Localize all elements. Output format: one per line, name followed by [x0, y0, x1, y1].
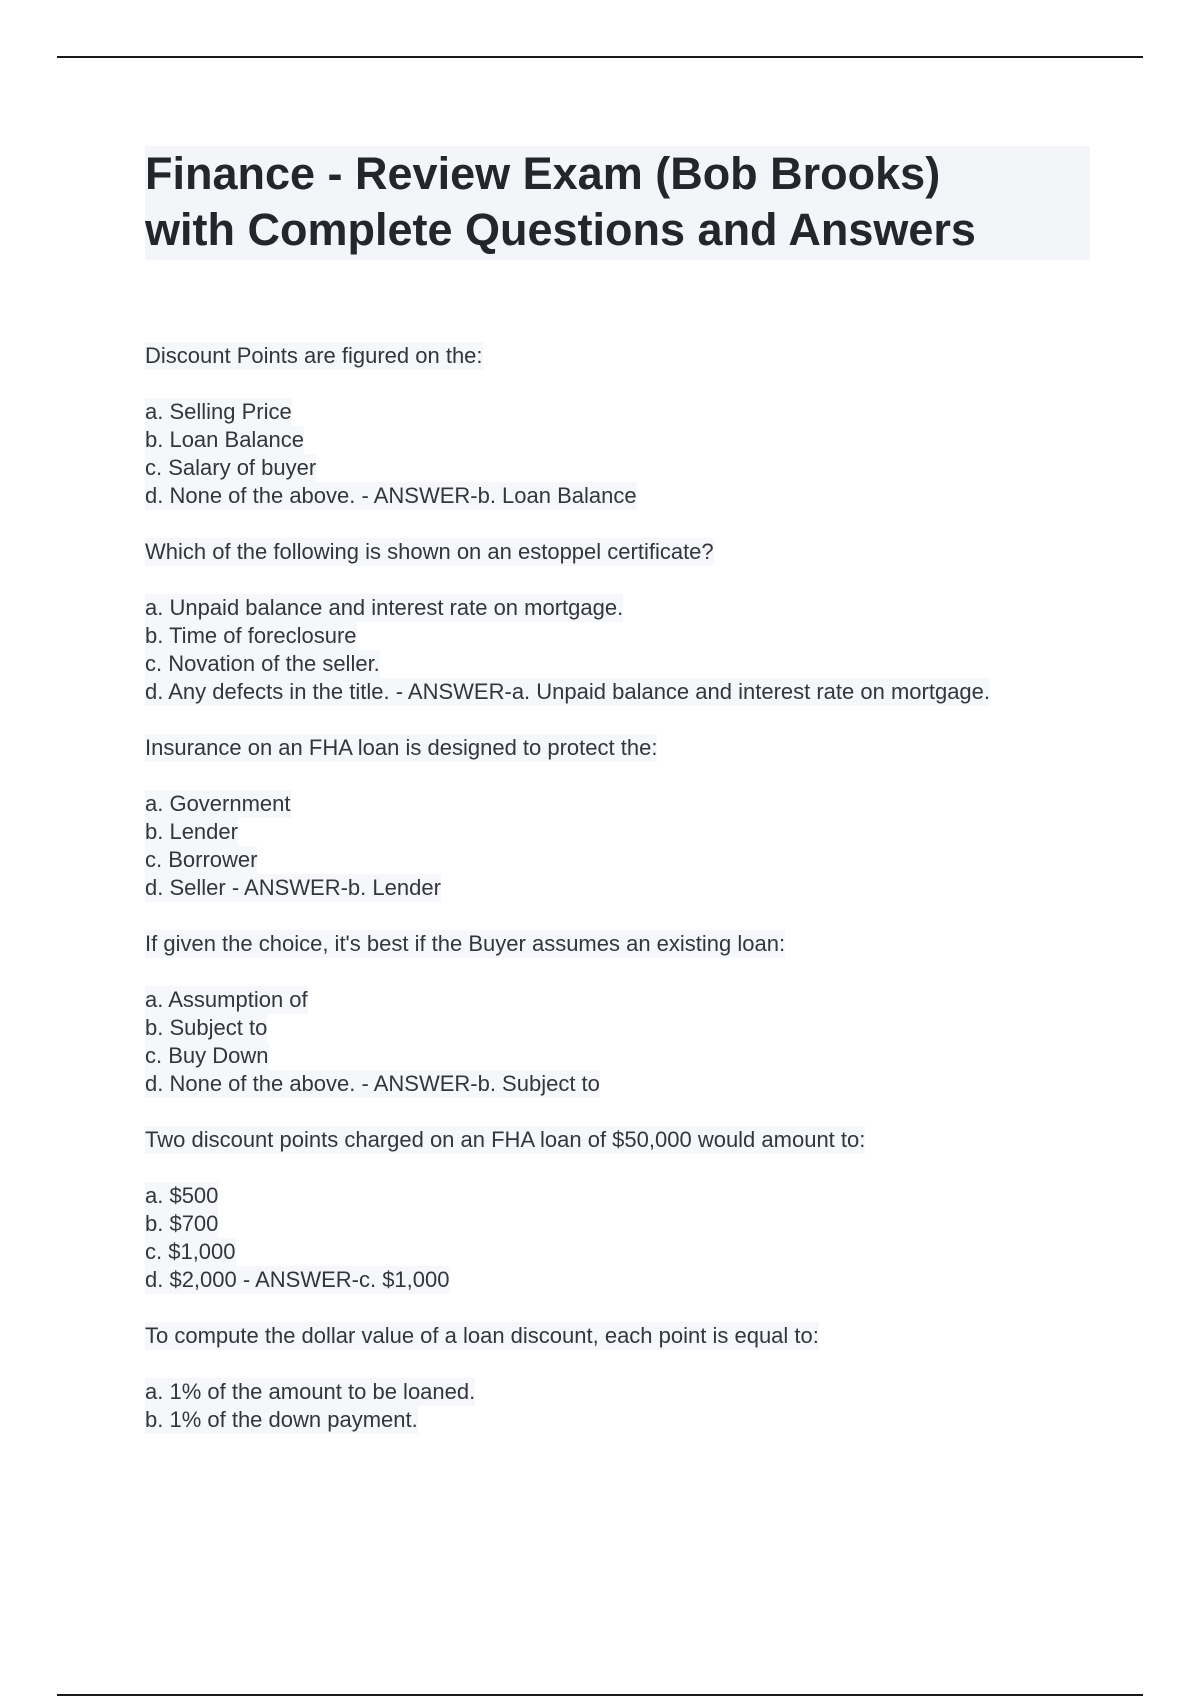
answer-option: b. 1% of the down payment. — [145, 1407, 418, 1432]
answer-option: d. $2,000 - ANSWER-c. $1,000 — [145, 1267, 450, 1292]
answer-option: b. Lender — [145, 819, 238, 844]
answer-option: b. Time of foreclosure — [145, 623, 357, 648]
title-line-1: Finance - Review Exam (Bob Brooks) — [145, 148, 941, 199]
answer-option: c. Novation of the seller. — [145, 651, 380, 676]
answer-option: c. Buy Down — [145, 1043, 269, 1068]
question-text: Insurance on an FHA loan is designed to protect the: — [145, 735, 658, 760]
question-text: Discount Points are figured on the: — [145, 343, 483, 368]
answer-option: b. $700 — [145, 1211, 219, 1236]
question-block-3 — [145, 734, 1090, 902]
top-rule — [57, 56, 1143, 58]
question-block-6 — [145, 1322, 1090, 1434]
answer-option: b. Subject to — [145, 1015, 268, 1040]
answer-option: c. Borrower — [145, 847, 258, 872]
answer-option: a. $500 — [145, 1183, 219, 1208]
answer-option: d. Any defects in the title. - ANSWER-a. Unpaid balance and interest rate on mortgage. — [145, 679, 991, 704]
question-text: If given the choice, it's best if the Buyer assumes an existing loan: — [145, 931, 786, 956]
answer-option: a. Selling Price — [145, 399, 292, 424]
question-block-2 — [145, 538, 1090, 706]
answer-option: a. Unpaid balance and interest rate on mortgage. — [145, 595, 624, 620]
question-block-1 — [145, 342, 1090, 510]
answer-option: a. 1% of the amount to be loaned. — [145, 1379, 476, 1404]
answer-option: d. None of the above. - ANSWER-b. Subject to — [145, 1071, 600, 1096]
answer-option: b. Loan Balance — [145, 427, 305, 452]
question-block-5 — [145, 1126, 1090, 1294]
answer-option: d. Seller - ANSWER-b. Lender — [145, 875, 441, 900]
document-title — [145, 146, 1090, 260]
answer-option: c. $1,000 — [145, 1239, 236, 1264]
document-body — [145, 146, 1090, 1462]
question-text: Two discount points charged on an FHA loan of $50,000 would amount to: — [145, 1127, 866, 1152]
bottom-rule — [57, 1694, 1143, 1696]
answer-option: c. Salary of buyer — [145, 455, 317, 480]
question-block-4 — [145, 930, 1090, 1098]
answer-option: a. Assumption of — [145, 987, 308, 1012]
answer-option: d. None of the above. - ANSWER-b. Loan Balance — [145, 483, 637, 508]
question-text: To compute the dollar value of a loan discount, each point is equal to: — [145, 1323, 819, 1348]
question-text: Which of the following is shown on an estoppel certificate? — [145, 539, 714, 564]
answer-option: a. Government — [145, 791, 291, 816]
title-line-2: with Complete Questions and Answers — [145, 204, 976, 255]
